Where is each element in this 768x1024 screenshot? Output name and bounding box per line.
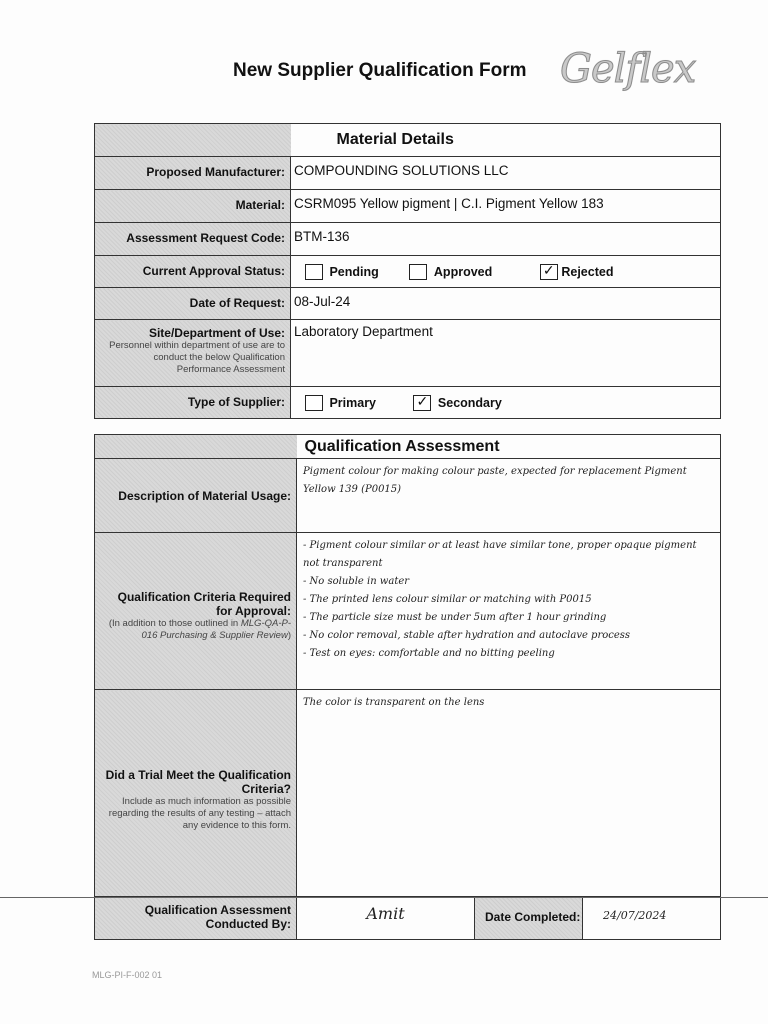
supplier-primary[interactable] [305,394,409,412]
supplier-type-label: Type of Supplier: [95,387,291,419]
date-of-request-value[interactable]: 08-Jul-24 [291,288,721,320]
status-rejected-label: Rejected [561,264,614,279]
material-details-table [94,123,721,419]
material-details-heading: Material Details [291,124,721,157]
site-department-label-cell [95,320,291,387]
status-pending-checkbox[interactable] [305,264,323,280]
status-pending[interactable] [305,263,405,281]
trial-label: Did a Trial Meet the Qualification Criteria? [105,768,291,796]
assessment-code-label: Assessment Request Code: [95,223,291,256]
site-department-label: Site/Department of Use: [148,326,285,340]
criteria-item: - No color removal, stable after hydration and autoclave process [303,630,631,641]
supplier-secondary[interactable] [413,394,501,412]
criteria-item: - Test on eyes: comfortable and no bitting peeling [303,648,555,659]
criteria-note: (In addition to those outlined in MLG-QA-P-016 Purchasing & Supplier Review) [108,618,291,641]
proposed-manufacturer-label: Proposed Manufacturer: [95,157,291,190]
status-pending-label: Pending [329,264,379,279]
approval-status-label: Current Approval Status: [95,256,291,288]
status-approved-checkbox[interactable] [409,264,427,280]
status-approved-label: Approved [433,264,493,279]
date-of-request-label: Date of Request: [95,288,291,320]
site-department-value[interactable]: Laboratory Department [291,320,721,387]
criteria-label-cell [95,533,297,690]
supplier-primary-label: Primary [329,395,377,410]
material-label: Material: [95,190,291,223]
conducted-by-label: Qualification Assessment Conducted By: [95,897,297,940]
document-code: MLG-PI-F-002 01 [92,970,163,980]
criteria-item: - No soluble in water [303,576,410,587]
qualification-assessment-heading: Qualification Assessment [297,435,721,459]
date-completed-cell [475,897,721,940]
scan-divider-line [0,897,768,898]
assessment-code-value[interactable]: BTM-136 [291,223,721,256]
date-completed-label: Date Completed: [475,897,583,939]
date-completed-value[interactable]: 24/07/2024 [603,909,667,922]
status-approved[interactable] [409,263,535,281]
status-rejected-checkbox[interactable] [540,264,558,280]
approval-status-options [291,256,721,288]
trial-result-value[interactable]: The color is transparent on the lens [297,690,721,897]
conducted-by-signature-cell[interactable] [297,897,475,940]
proposed-manufacturer-value[interactable]: COMPOUNDING SOLUTIONS LLC [291,157,721,190]
trial-note: Include as much information as possible regarding the results of any testing – attach any evidence to this form. [108,796,291,831]
form-title: New Supplier Qualification Form [233,60,527,81]
supplier-secondary-checkbox[interactable] [413,395,431,411]
material-value[interactable]: CSRM095 Yellow pigment | C.I. Pigment Yellow 183 [291,190,721,223]
supplier-type-options [291,387,721,419]
supplier-secondary-label: Secondary [437,395,502,410]
status-rejected[interactable] [540,263,614,281]
criteria-label: Qualification Criteria Required for Approval: [117,590,291,618]
material-usage-label: Description of Material Usage: [95,459,297,533]
material-usage-value[interactable]: Pigment colour for making colour paste, expected for replacement Pigment Yellow 139 (P0015) [297,459,721,533]
material-header-spacer [95,124,291,157]
qualification-header-spacer [95,435,297,459]
criteria-item: - Pigment colour similar or at least have similar tone, proper opaque pigment not transparent [303,540,697,569]
qualification-assessment-table [94,434,721,940]
company-logo: Gelflex [560,46,696,92]
signature: Amit [366,904,405,923]
criteria-list[interactable] [297,533,721,690]
criteria-item: - The particle size must be under 5um after 1 hour grinding [303,612,607,623]
supplier-primary-checkbox[interactable] [305,395,323,411]
trial-label-cell [95,690,297,897]
site-department-note: Personnel within department of use are to conduct the below Qualification Performance Assessment [109,340,285,375]
criteria-item: - The printed lens colour similar or matching with P0015 [303,594,592,605]
